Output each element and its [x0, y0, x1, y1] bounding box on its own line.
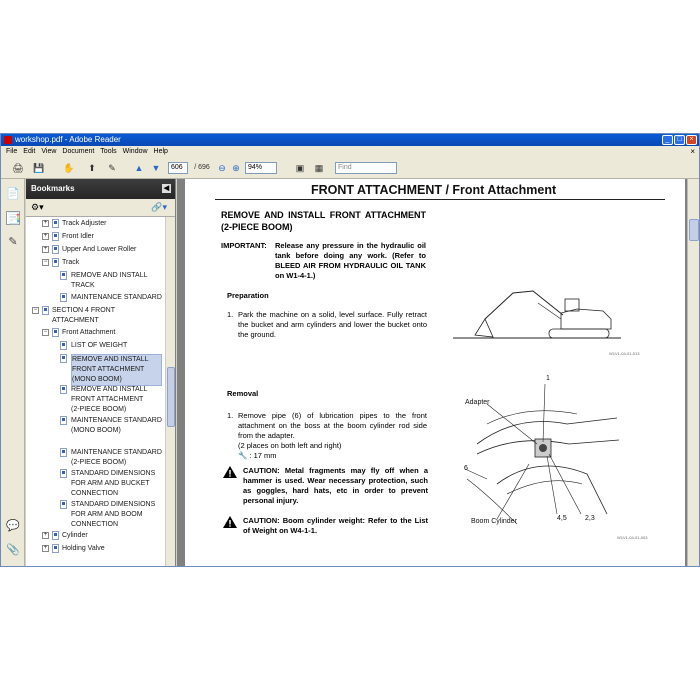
- bookmark-label[interactable]: REMOVE AND INSTALL TRACK: [71, 272, 148, 289]
- list-item[interactable]: [42, 531, 152, 541]
- step-number: 1.: [227, 310, 234, 319]
- scrollbar-thumb[interactable]: [167, 367, 175, 427]
- bookmarks-toolbar: [26, 199, 175, 217]
- options-icon[interactable]: ⚙▾: [31, 202, 44, 212]
- fit-width-icon[interactable]: ▦: [314, 163, 324, 173]
- caution-text: CAUTION: Boom cylinder weight: Refer to the List of Weight on W4-1-1.: [243, 516, 428, 535]
- heading-rule: [215, 199, 665, 200]
- next-page-icon[interactable]: ▼: [151, 163, 161, 173]
- close-document-button[interactable]: ×: [690, 147, 695, 156]
- bookmarks-icon[interactable]: 📑: [7, 213, 21, 225]
- list-item[interactable]: [42, 544, 152, 554]
- new-bookmark-icon[interactable]: 🔗▾: [151, 202, 167, 212]
- warning-icon: [223, 466, 237, 478]
- pages-icon[interactable]: 📄: [6, 188, 20, 200]
- list-item[interactable]: [60, 500, 162, 530]
- bookmarks-tree: [26, 217, 166, 567]
- bookmark-icon: [60, 385, 67, 394]
- zoom-select[interactable]: 94%: [245, 162, 277, 174]
- bookmark-icon: [60, 271, 67, 280]
- snapshot-icon[interactable]: ✎: [108, 163, 116, 173]
- list-item[interactable]: [42, 258, 162, 268]
- bookmark-icon: [52, 544, 59, 553]
- list-item[interactable]: [60, 341, 156, 351]
- bookmark-label[interactable]: Front Idler: [62, 233, 94, 240]
- bookmark-label[interactable]: REMOVE AND INSTALL FRONT ATTACHMENT (2-PIECE BOOM): [71, 386, 148, 413]
- menu-edit[interactable]: Edit: [23, 148, 36, 155]
- window-title: workshop.pdf - Adobe Reader: [15, 135, 121, 144]
- list-item[interactable]: [42, 328, 152, 338]
- fit-page-icon[interactable]: ▣: [295, 163, 305, 173]
- document-scrollbar[interactable]: [687, 179, 699, 567]
- callout-4-5: 4,5: [557, 515, 567, 522]
- removal-note: (2 places on both left and right): [238, 441, 342, 450]
- adobe-reader-icon: [4, 136, 12, 144]
- menu-bar: [1, 146, 699, 157]
- caution-note: [223, 466, 428, 506]
- page-number-input[interactable]: 606: [168, 162, 188, 174]
- collapse-icon[interactable]: −: [33, 307, 38, 313]
- adobe-reader-window: [0, 133, 700, 567]
- zoom-out-icon[interactable]: ⊖: [218, 163, 226, 173]
- bookmark-icon: [60, 500, 67, 509]
- bookmark-label[interactable]: Track Adjuster: [62, 220, 107, 227]
- list-item[interactable]: [32, 306, 122, 326]
- expand-icon[interactable]: +: [43, 233, 48, 239]
- preparation-step: [227, 310, 427, 340]
- figure-ref: W1V1-04-01-013: [609, 351, 640, 356]
- bookmark-label[interactable]: REMOVE AND INSTALL FRONT ATTACHMENT (MONO BOOM): [71, 354, 162, 386]
- expand-icon[interactable]: +: [43, 220, 48, 226]
- warning-icon: [223, 516, 237, 528]
- menu-view[interactable]: View: [41, 148, 57, 155]
- attachments-icon[interactable]: 📎: [6, 544, 20, 556]
- section-title: REMOVE AND INSTALL FRONT ATTACHMENT (2-PIECE BOOM): [221, 210, 426, 232]
- collapse-panel-icon[interactable]: ◀: [163, 185, 170, 192]
- title-bar: [1, 134, 699, 146]
- bookmark-label[interactable]: Upper And Lower Roller: [62, 246, 137, 253]
- important-text: Release any pressure in the hydraulic oil tank before doing any work. (Refer to BLEED AIR FROM HYDRAULIC OIL TANK on W1-4-1.): [275, 241, 426, 280]
- pdf-page: [185, 179, 685, 567]
- callout-adapter: Adapter: [465, 399, 490, 406]
- save-icon[interactable]: 💾: [33, 163, 45, 173]
- step-text: Remove pipe (6) of lubrication pipes to the front attachment on the boss at the boom cylinder rod side from the adapter.: [238, 411, 427, 440]
- important-label: IMPORTANT:: [221, 241, 267, 250]
- bookmark-label[interactable]: STANDARD DIMENSIONS FOR ARM AND BUCKET CONNECTION: [71, 470, 156, 497]
- removal-step: [227, 411, 427, 461]
- comments-icon[interactable]: 💬: [6, 520, 20, 532]
- callout-boom-cylinder: Boom Cylinder: [471, 518, 517, 525]
- caution-note: [223, 516, 428, 536]
- list-item[interactable]: [60, 448, 162, 468]
- page-heading: FRONT ATTACHMENT / Front Attachment: [311, 183, 557, 197]
- menu-document[interactable]: Document: [62, 148, 95, 155]
- find-input[interactable]: Find: [335, 162, 397, 174]
- print-icon[interactable]: 🖨: [12, 163, 24, 173]
- bookmark-label[interactable]: Track: [62, 259, 80, 266]
- callout-1: 1: [546, 375, 550, 382]
- scrollbar-thumb[interactable]: [689, 219, 699, 241]
- collapse-icon[interactable]: −: [43, 329, 48, 335]
- list-item[interactable]: [42, 232, 162, 242]
- list-item[interactable]: [60, 416, 162, 436]
- expand-icon[interactable]: +: [43, 532, 48, 538]
- bookmarks-header: [26, 179, 175, 199]
- bookmark-label[interactable]: MAINTENANCE STANDARD (2-PIECE BOOM): [71, 449, 162, 466]
- removal-title: Removal: [227, 389, 259, 398]
- signatures-icon[interactable]: ✎: [8, 236, 18, 248]
- callout-6: 6: [464, 465, 468, 472]
- maximize-button[interactable]: □: [674, 135, 685, 145]
- bookmark-label[interactable]: SECTION 4 FRONT ATTACHMENT: [52, 307, 115, 324]
- bookmarks-title: Bookmarks: [31, 184, 75, 193]
- list-item[interactable]: [42, 219, 162, 229]
- bookmark-icon: [52, 258, 59, 267]
- bookmark-icon: [52, 328, 59, 337]
- bookmark-icon: [60, 416, 67, 425]
- list-item[interactable]: [60, 385, 152, 415]
- step-number: 1.: [227, 411, 234, 420]
- zoom-in-icon[interactable]: ⊕: [232, 163, 240, 173]
- bookmark-icon: [52, 219, 59, 228]
- wrench-line: [238, 451, 427, 461]
- expand-icon[interactable]: +: [43, 545, 48, 551]
- preparation-title: Preparation: [227, 291, 269, 300]
- bookmark-icon: [52, 245, 59, 254]
- prev-page-icon[interactable]: ▲: [134, 163, 144, 173]
- bookmark-icon: [60, 341, 67, 350]
- bookmark-icon: [60, 354, 67, 363]
- bookmark-label[interactable]: Cylinder: [62, 532, 88, 539]
- bookmark-label[interactable]: STANDARD DIMENSIONS FOR ARM AND BOOM CONNECTION: [71, 501, 156, 528]
- important-note: [221, 241, 426, 281]
- wrench-size: : 17 mm: [249, 451, 277, 460]
- bookmark-icon: [52, 531, 59, 540]
- figure-ref: W1V1-04-01-003: [617, 535, 648, 540]
- list-item[interactable]: [60, 469, 162, 499]
- navigation-rail: [1, 179, 25, 567]
- wrench-icon: 🔧: [238, 451, 248, 460]
- expand-icon[interactable]: +: [43, 246, 48, 252]
- callout-2-3: 2,3: [585, 515, 595, 522]
- bookmark-label[interactable]: LIST OF WEIGHT: [71, 342, 128, 349]
- menu-tools[interactable]: Tools: [100, 148, 117, 155]
- bookmark-label[interactable]: Holding Valve: [62, 545, 105, 552]
- collapse-icon[interactable]: −: [43, 259, 48, 265]
- bookmark-icon: [60, 469, 67, 478]
- menu-file[interactable]: File: [6, 148, 18, 155]
- list-item[interactable]: [60, 293, 164, 303]
- hand-icon[interactable]: ✋: [63, 163, 75, 173]
- bookmarks-scrollbar[interactable]: [165, 217, 175, 567]
- bookmark-icon: [52, 232, 59, 241]
- bookmark-label[interactable]: Front Attachment: [62, 329, 116, 336]
- bookmark-icon: [60, 448, 67, 457]
- menu-help[interactable]: Help: [153, 148, 168, 155]
- page-total: / 696: [194, 164, 210, 171]
- list-item[interactable]: [60, 354, 162, 386]
- select-icon[interactable]: ⬆: [88, 163, 96, 173]
- toolbar: [1, 157, 699, 179]
- bookmark-label[interactable]: MAINTENANCE STANDARD (MONO BOOM): [71, 417, 162, 434]
- bookmark-icon: [60, 293, 67, 302]
- step-text: Park the machine on a solid, level surface. Fully retract the bucket and arm cylinders and lower the bucket onto the ground.: [238, 310, 427, 339]
- caution-text: CAUTION: Metal fragments may fly off when a hammer is used. Wear necessary protection, such as goggles, hard hats, etc in order to prevent personal injury.: [243, 466, 428, 505]
- bookmark-label[interactable]: MAINTENANCE STANDARD: [71, 294, 162, 301]
- minimize-button[interactable]: _: [662, 135, 673, 145]
- menu-window[interactable]: Window: [122, 148, 148, 155]
- close-button[interactable]: ×: [686, 135, 697, 145]
- bookmarks-panel: [26, 179, 176, 567]
- list-item[interactable]: [60, 271, 152, 291]
- document-area: [177, 179, 699, 567]
- bookmark-icon: [42, 306, 49, 315]
- list-item[interactable]: [42, 245, 166, 255]
- excavator-figure: [453, 289, 623, 349]
